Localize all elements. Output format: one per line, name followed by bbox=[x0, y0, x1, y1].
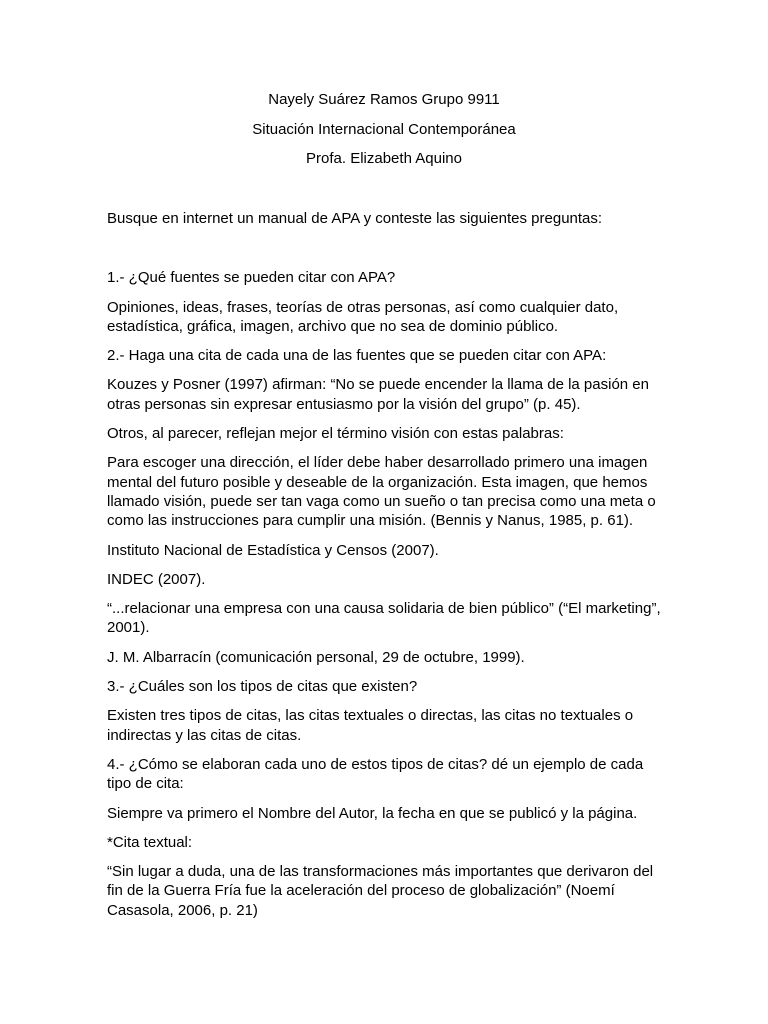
document-body bbox=[107, 209, 667, 930]
document-header bbox=[0, 91, 768, 180]
citation-example: Kouzes y Posner (1997) afirman: “No se puede encender la llama de la pasión en otras personas sin expresar entusiasmo por la visión del grupo” (p. 45). bbox=[107, 376, 649, 413]
answer-4: Siempre va primero el Nombre del Autor, la fecha en que se publicó y la página. bbox=[107, 804, 638, 822]
citation-example: Otros, al parecer, reflejan mejor el término visión con estas palabras: bbox=[107, 425, 564, 443]
question-1: 1.- ¿Qué fuentes se pueden citar con APA? bbox=[107, 269, 396, 287]
citation-example: INDEC (2007). bbox=[107, 570, 206, 588]
textual-citation-example: “Sin lugar a duda, una de las transformaciones más importantes que derivaron del fin de la Guerra Fría fue la aceleración del proceso de globalización” (Noemí Casasola, 2006, p. 21) bbox=[107, 863, 654, 919]
question-2: 2.- Haga una cita de cada una de las fuentes que se pueden citar con APA: bbox=[107, 347, 607, 365]
citation-example: J. M. Albarracín (comunicación personal, 29 de octubre, 1999). bbox=[107, 648, 525, 666]
answer-1: Opiniones, ideas, frases, teorías de otras personas, así como cualquier dato, estadística, gráfica, imagen, archivo que no sea de dominio público. bbox=[107, 298, 619, 335]
author-line: Nayely Suárez Ramos Grupo 9911 bbox=[268, 91, 500, 108]
citation-type-heading: *Cita textual: bbox=[107, 833, 193, 851]
teacher-line: Profa. Elizabeth Aquino bbox=[306, 150, 462, 167]
question-3: 3.- ¿Cuáles son los tipos de citas que existen? bbox=[107, 678, 418, 696]
citation-example: Instituto Nacional de Estadística y Censos (2007). bbox=[107, 541, 439, 559]
course-line: Situación Internacional Contemporánea bbox=[252, 120, 516, 138]
assignment-instruction: Busque en internet un manual de APA y conteste las siguientes preguntas: bbox=[107, 210, 603, 227]
citation-example: “...relacionar una empresa con una causa solidaria de bien público” (“El marketing”, 2001). bbox=[107, 600, 661, 637]
question-4: 4.- ¿Cómo se elaboran cada uno de estos tipos de citas? dé un ejemplo de cada tipo de cita: bbox=[107, 755, 644, 793]
answer-3: Existen tres tipos de citas, las citas textuales o directas, las citas no textuales o indirectas y las citas de citas. bbox=[107, 707, 634, 744]
block-quote-example: Para escoger una dirección, el líder debe haber desarrollado primero una imagen mental del futuro posible y deseable de la organización. Esta imagen, que hemos llamado visión, puede ser tan vaga como un sueño o tan precisa como una meta o como las instrucciones para cumplir una misión. (Bennis y Nanus, 1985, p. 61). bbox=[107, 454, 656, 530]
